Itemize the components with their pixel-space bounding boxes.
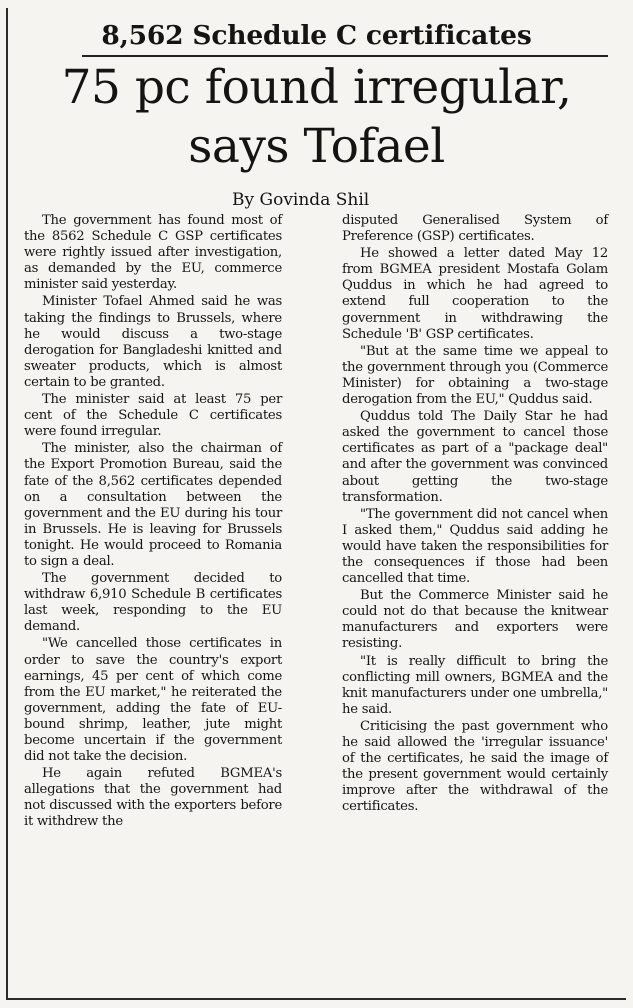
byline: By Govinda Shil	[232, 190, 370, 210]
article-column-right	[342, 213, 608, 816]
kicker-headline: 8,562 Schedule C certificates	[101, 20, 532, 51]
paragraph: "But at the same time we appeal to the government through you (Commerce Minister) for obtaining a two-stage derogation from the EU," Quddus said.	[342, 343, 608, 408]
paragraph-continuation: disputed Generalised System of Preference (GSP) certificates.	[342, 213, 608, 245]
paragraph: He showed a letter dated May 12 from BGMEA president Mostafa Golam Quddus in which he had agreed to extend full cooperation to the government in withdrawing the Schedule 'B' GSP certificates.	[342, 246, 608, 342]
paragraph: "We cancelled those certificates in order to save the country's export earnings, 45 per cent of which come from the EU market," he reiterated the government, adding the fate of EU-bound shrimp, leather, jute might become uncertain if the government did not take the decision.	[24, 636, 282, 765]
headline-line-1: 75 pc found irregular,	[61, 60, 572, 115]
paragraph: The government decided to withdraw 6,910 Schedule B certificates last week, responding to the EU demand.	[24, 571, 282, 635]
paragraph: The government has found most of the 8562 Schedule C GSP certificates were rightly issued after investigation, as demanded by the EU, commerce minister said yesterday.	[24, 213, 282, 293]
paragraph: The minister said at least 75 per cent of the Schedule C certificates were found irregular.	[24, 392, 282, 440]
paragraph: The minister, also the chairman of the Export Promotion Bureau, said the fate of the 8,562 certificates depended on a consultation between the government and the EU during his tour in Brussels. He is leaving for Brussels tonight. He would proceed to Romania to sign a deal.	[24, 441, 282, 569]
paragraph: "It is really difficult to bring the conflicting mill owners, BGMEA and the knit manufacturers under one umbrella," he said.	[342, 653, 608, 717]
paragraph: "The government did not cancel when I asked them," Quddus said adding he would have taken the responsibilities for the consequences if those had been cancelled that time.	[342, 506, 608, 587]
headline-line-2: says Tofael	[188, 119, 445, 174]
paragraph: Quddus told The Daily Star he had asked the government to cancel those certificates as part of a "package deal" and after the government was convinced about getting the two-stage transformation.	[342, 409, 608, 505]
paragraph: But the Commerce Minister said he could not do that because the knitwear manufacturers and exporters were resisting.	[342, 588, 608, 652]
article-column-left	[24, 213, 282, 832]
paragraph: Minister Tofael Ahmed said he was taking the findings to Brussels, where he would discuss a two-stage derogation for Bangladeshi knitted and sweater products, which is almost certain to be granted.	[24, 294, 282, 390]
paragraph: He again refuted BGMEA's allegations that the government had not discussed with the exporters before it withdrew the	[24, 766, 282, 830]
kicker-underline	[82, 55, 608, 57]
bottom-border-rule	[6, 998, 626, 1000]
main-headline	[0, 58, 633, 176]
paragraph: Criticising the past government who he said allowed the 'irregular issuance' of the certificates, he said the image of the present government would certainly improve after the withdrawal of the certificates.	[342, 718, 608, 815]
